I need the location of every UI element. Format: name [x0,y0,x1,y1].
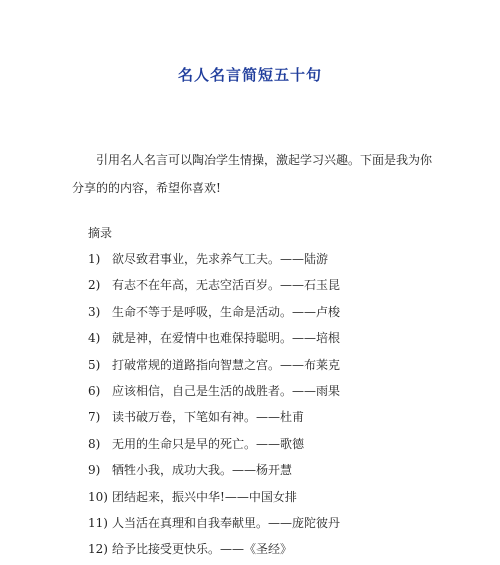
section-label: 摘录 [88,226,113,240]
quote-number: 8) [88,436,101,451]
quote-number: 11) [88,515,108,530]
quote-number: 5) [88,357,101,372]
list-item [88,378,340,404]
quote-number: 6) [88,383,101,398]
list-item [88,299,340,325]
quote-number: 2) [88,278,101,293]
quote-number: 9) [88,463,101,478]
quote-number: 4) [88,331,101,346]
quote-text: 给予比接受更快乐。——《圣经》 [112,542,293,557]
list-item [88,457,340,483]
list-item [88,536,340,562]
quote-number: 1) [88,252,101,266]
intro-paragraph: 引用名人名言可以陶冶学生情操，激起学习兴趣。下面是我为你分享的的内容，希望你喜欢! [72,153,433,195]
quote-text: 人当活在真理和自我奉献里。——庞陀彼丹 [112,515,341,530]
list-item [88,325,340,351]
list-item [88,404,340,430]
quote-text: 有志不在年高，无志空活百岁。——石玉昆 [112,278,341,293]
quote-text: 生命不等于是呼吸，生命是活动。——卢梭 [112,304,341,319]
quote-text: 欲尽致君事业，先求养气工夫。——陆游 [112,252,329,266]
quote-number: 12) [88,542,108,557]
quote-text: 团结起来，振兴中华!——中国女排 [112,489,297,504]
quote-text: 就是神，在爱情中也难保持聪明。——培根 [112,331,341,346]
quote-text: 打破常规的道路指向智慧之宫。——布莱克 [112,357,341,372]
list-item [88,246,340,272]
quote-text: 应该相信，自己是生活的战胜者。——雨果 [112,383,341,398]
quote-text: 牺牲小我，成功大我。——杨开慧 [112,463,293,478]
list-item [88,352,340,378]
list-item [88,431,340,457]
quote-number: 3) [88,304,101,319]
quote-number: 10) [88,489,108,504]
list-item [88,510,340,536]
quote-text: 无用的生命只是早的死亡。——歌德 [112,436,305,451]
document-title: 名人名言简短五十句 [177,66,322,84]
quote-list [88,246,340,563]
list-item [88,272,340,298]
quote-number: 7) [88,410,101,425]
quote-text: 读书破万卷，下笔如有神。——杜甫 [112,410,305,425]
list-item [88,484,340,510]
